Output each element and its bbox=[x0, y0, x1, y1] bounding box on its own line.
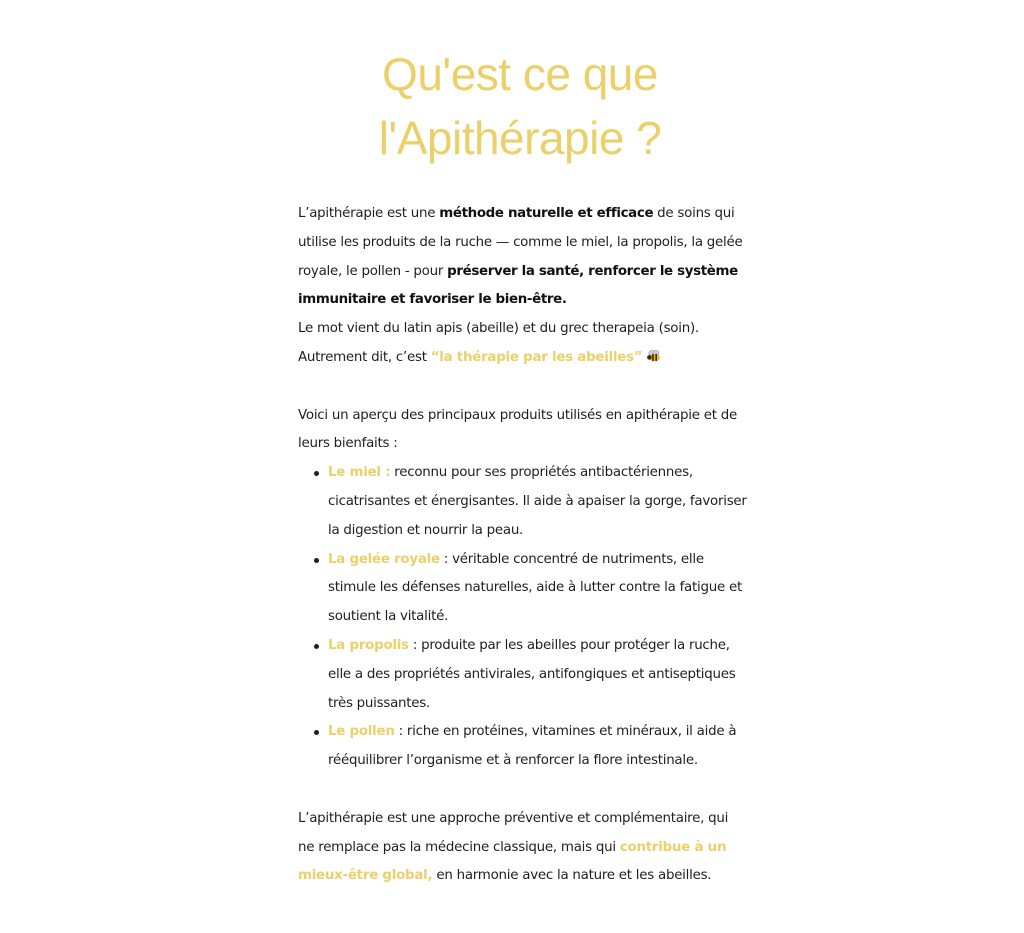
product-description: : riche en protéines, vitamines et minéraux, il aide à rééquilibrer l’organisme et à renforcer la flore intestinale. bbox=[328, 724, 737, 769]
product-description: : véritable concentré de nutriments, elle stimule les défenses naturelles, aide à lutter contre la fatigue et soutient la vitalité. bbox=[328, 551, 742, 625]
page-title-line-2: l'Apithérapie ? bbox=[378, 112, 662, 164]
product-name: Le miel : bbox=[328, 465, 391, 481]
product-name: La propolis bbox=[328, 637, 409, 653]
products-list bbox=[298, 459, 748, 776]
page-title-line-1: Qu'est ce que bbox=[382, 48, 658, 100]
article-body bbox=[298, 200, 748, 891]
intro-strong-1: méthode naturelle et efficace bbox=[439, 206, 654, 221]
conclusion-text-1: L’apithérapie est une approche préventive et complémentaire, qui ne remplace pas la médecine classique, mais qui bbox=[298, 810, 729, 855]
intro-text-2: de soins qui utilise les produits de la ruche — comme le miel, la propolis, la gelée royale, le pollen - pour bbox=[298, 206, 743, 279]
product-name: Le pollen bbox=[328, 724, 395, 740]
etymology-highlight: “la thérapie par les abeilles” bbox=[430, 349, 643, 365]
bee-icon bbox=[646, 350, 662, 362]
products-intro: Voici un aperçu des principaux produits utilisés en apithérapie et de leurs bienfaits : bbox=[298, 407, 737, 452]
etymology-line: Le mot vient du latin apis (abeille) et du grec therapeia (soin). bbox=[298, 321, 699, 337]
intro-text-1: L’apithérapie est une bbox=[298, 206, 440, 221]
product-description: : produite par les abeilles pour protéger la ruche, elle a des propriétés antivirales, antifongiques et antiseptiques très puissantes. bbox=[328, 637, 736, 711]
paragraph-spacer bbox=[298, 373, 748, 402]
etymology-summary bbox=[298, 344, 748, 373]
page-title bbox=[0, 42, 1024, 170]
conclusion-highlight: contribue à un mieux-être global, bbox=[298, 839, 727, 884]
intro-strong-2: préserver la santé, renforcer le système immunitaire et favoriser le bien-être. bbox=[298, 263, 738, 308]
etymology-text: Autrement dit, c’est bbox=[298, 349, 431, 365]
product-name: La gelée royale bbox=[328, 551, 440, 567]
conclusion-text-2: en harmonie avec la nature et les abeilles. bbox=[432, 868, 712, 884]
conclusion-paragraph bbox=[298, 805, 748, 891]
intro-paragraph bbox=[298, 200, 748, 315]
list-item bbox=[328, 459, 748, 545]
list-item bbox=[328, 546, 748, 632]
product-description: reconnu pour ses propriétés antibactériennes, cicatrisantes et énergisantes. Il aide à apaiser la gorge, favoriser la digestion et nourrir la peau. bbox=[328, 465, 747, 538]
list-item bbox=[328, 632, 748, 718]
paragraph-spacer bbox=[298, 776, 748, 805]
list-item bbox=[328, 718, 748, 776]
